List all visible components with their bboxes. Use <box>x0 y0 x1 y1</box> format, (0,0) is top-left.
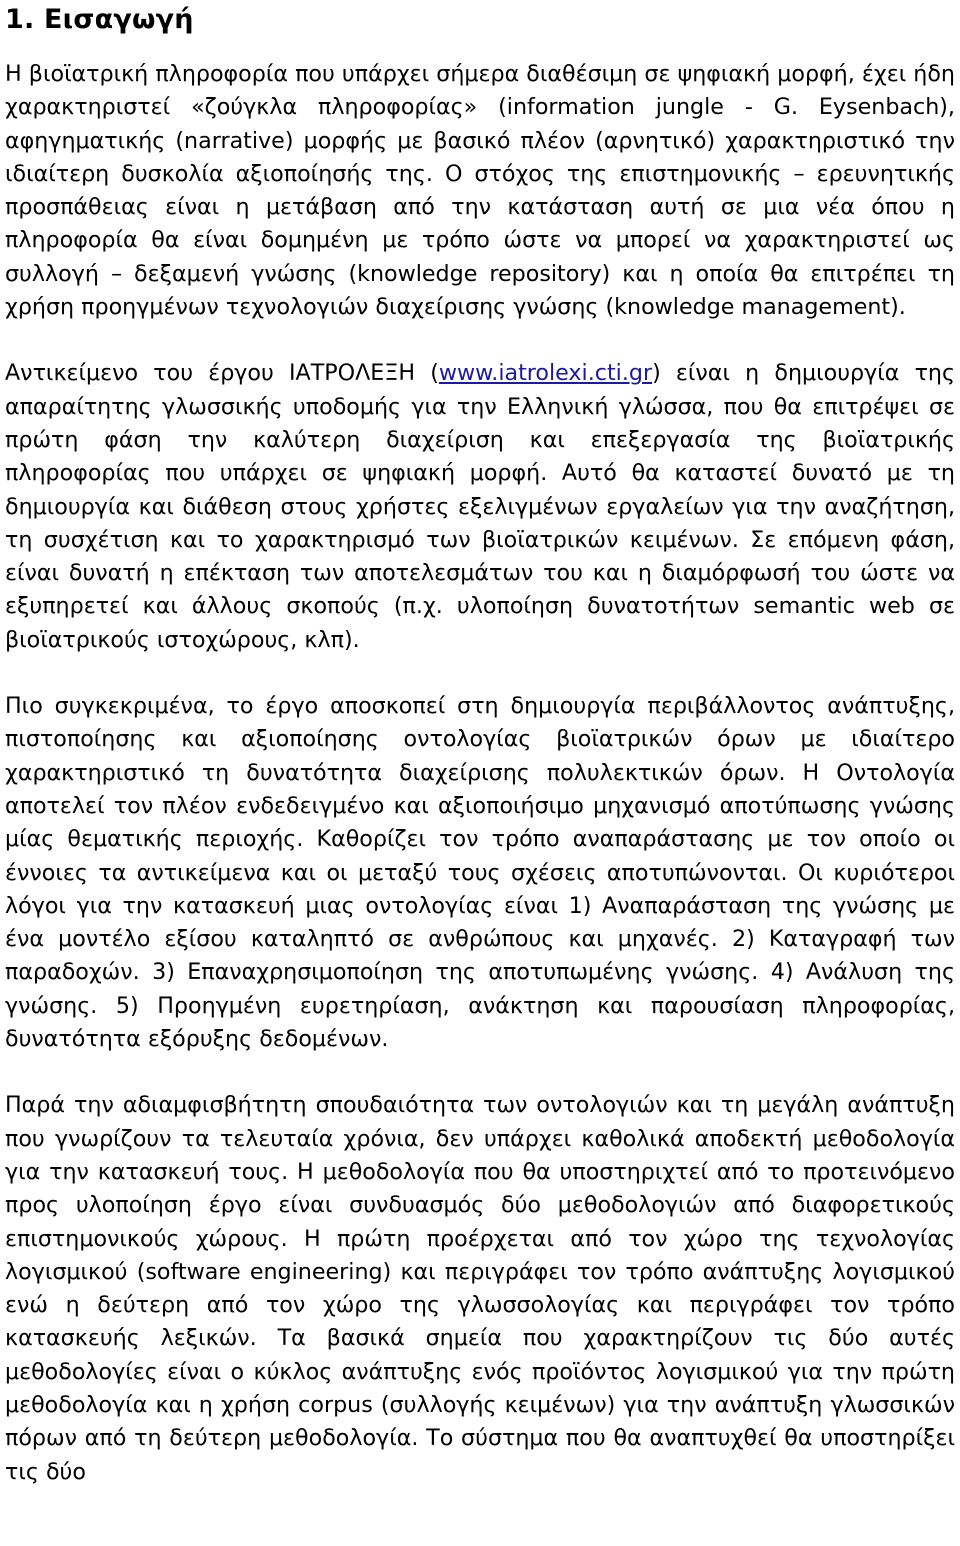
project-website-link[interactable]: www.iatrolexi.cti.gr <box>438 360 653 387</box>
paragraph-ontology: Πιο συγκεκριμένα, το έργο αποσκοπεί στη δημιουργία περιβάλλοντος ανάπτυξης, πιστοποίησης και αξιοποίησης οντολογίας βιοϊατρικών όρων με ιδιαίτερο χαρακτηριστικό τη δυνατότητα διαχείρισης πολυλεκτικών όρων. Η Οντολογία αποτελεί τον πλέον ενδεδειγμένο και αξιοποιήσιμο μηχανισμό αποτύπωσης γνώσης μίας θεματικής περιοχής. Καθορίζει τον τρόπο αναπαράστασης με τον οποίο οι έννοιες τα αντικείμενα και οι μεταξύ τους σχέσεις αποτυπώνονται. Οι κυριότεροι λόγοι για την κατασκευή μιας οντολογίας είναι 1) Αναπαράσταση της γνώσης με ένα μοντέλο εξίσου καταληπτό σε ανθρώπους και μηχανές. 2) Καταγραφή των παραδοχών. 3) Επαναχρησιμοποίηση της αποτυπωμένης γνώσης. 4) Ανάλυση της γνώσης. 5) Προηγμένη ευρετηρίαση, ανάκτηση και παρουσίαση πληροφορίας, δυνατότητα εξόρυξης δεδομένων. <box>5 693 955 1053</box>
paragraph-introduction: Η βιοϊατρική πληροφορία που υπάρχει σήμερα διαθέσιμη σε ψηφιακή μορφή, έχει ήδη χαρακτηριστεί «ζούγκλα πληροφορίας» (information jungle - G. Eysenbach), αφηγηματικής (narrative) μορφής με βασικό πλέον (αρνητικό) χαρακτηριστικό την ιδιαίτερη δυσκολία αξιοποίησής της. Ο στόχος της επιστημονικής – ερευνητικής προσπάθειας είναι η μετάβαση από την κατάσταση αυτή σε μια νέα όπου η πληροφορία θα είναι δομημένη με τρόπο ώστε να μπορεί να χαρακτηριστεί ως συλλογή – δεξαμενή γνώσης (knowledge repository) και η οποία θα επιτρέπει τη χρήση προηγμένων τεχνολογιών διαχείρισης γνώσης (knowledge management). <box>5 61 955 321</box>
paragraph-methodology: Παρά την αδιαμφισβήτητη σπουδαιότητα των οντολογιών και τη μεγάλη ανάπτυξη που γνωρίζουν τα τελευταία χρόνια, δεν υπάρχει καθολικά αποδεκτή μεθοδολογία για την κατασκευή τους. Η μεθοδολογία που θα υποστηριχτεί από το προτεινόμενο προς υλοποίηση έργο είναι συνδυασμός δύο μεθοδολογιών από διαφορετικούς επιστημονικούς χώρους. Η πρώτη προέρχεται από τον χώρο της τεχνολογίας λογισμικού (software engineering) και περιγράφει τον τρόπο ανάπτυξης λογισμικού ενώ η δεύτερη από τον χώρο της γλωσσολογίας και περιγράφει τον τρόπο κατασκευής λεξικών. Τα βασικά σημεία που χαρακτηρίζουν τις δύο αυτές μεθοδολογίες είναι ο κύκλος ανάπτυξης ενός προϊόντος λογισμικού για την πρώτη μεθοδολογία και η χρήση corpus (συλλογής κειμένων) για την ανάπτυξη γλωσσικών πόρων από τη δεύτερη μεθοδολογία. Το σύστημα που θα αναπτυχθεί θα υποστηρίξει τις δύο <box>5 1092 955 1485</box>
section-heading: 1. Εισαγωγή <box>5 4 194 35</box>
paragraph-project-objective <box>5 357 955 657</box>
paragraph-text-after-link: ) είναι η δημιουργία της απαραίτητης γλωσσικής υποδομής για την Ελληνική γλώσσα, που θα επιτρέψει σε πρώτη φάση την καλύτερη διαχείριση και επεξεργασία της βιοϊατρικής πληροφορίας που υπάρχει σε ψηφιακή μορφή. Αυτό θα καταστεί δυνατό με τη δημιουργία και διάθεση στους χρήστες εξελιγμένων εργαλείων για την αναζήτηση, τη συσχέτιση και το χαρακτηρισμό των βιοϊατρικών κειμένων. Σε επόμενη φάση, είναι δυνατή η επέκταση των αποτελεσμάτων του και η διαμόρφωσή του ώστε να εξυπηρετεί και άλλους σκοπούς (π.χ. υλοποίηση δυνατοτήτων semantic web σε βιοϊατρικούς ιστοχώρους, κλπ). <box>5 360 956 653</box>
paragraph-text-before-link: Αντικείμενο του έργου ΙΑΤΡΟΛΕΞΗ ( <box>5 360 439 387</box>
document-page <box>5 0 955 1489</box>
